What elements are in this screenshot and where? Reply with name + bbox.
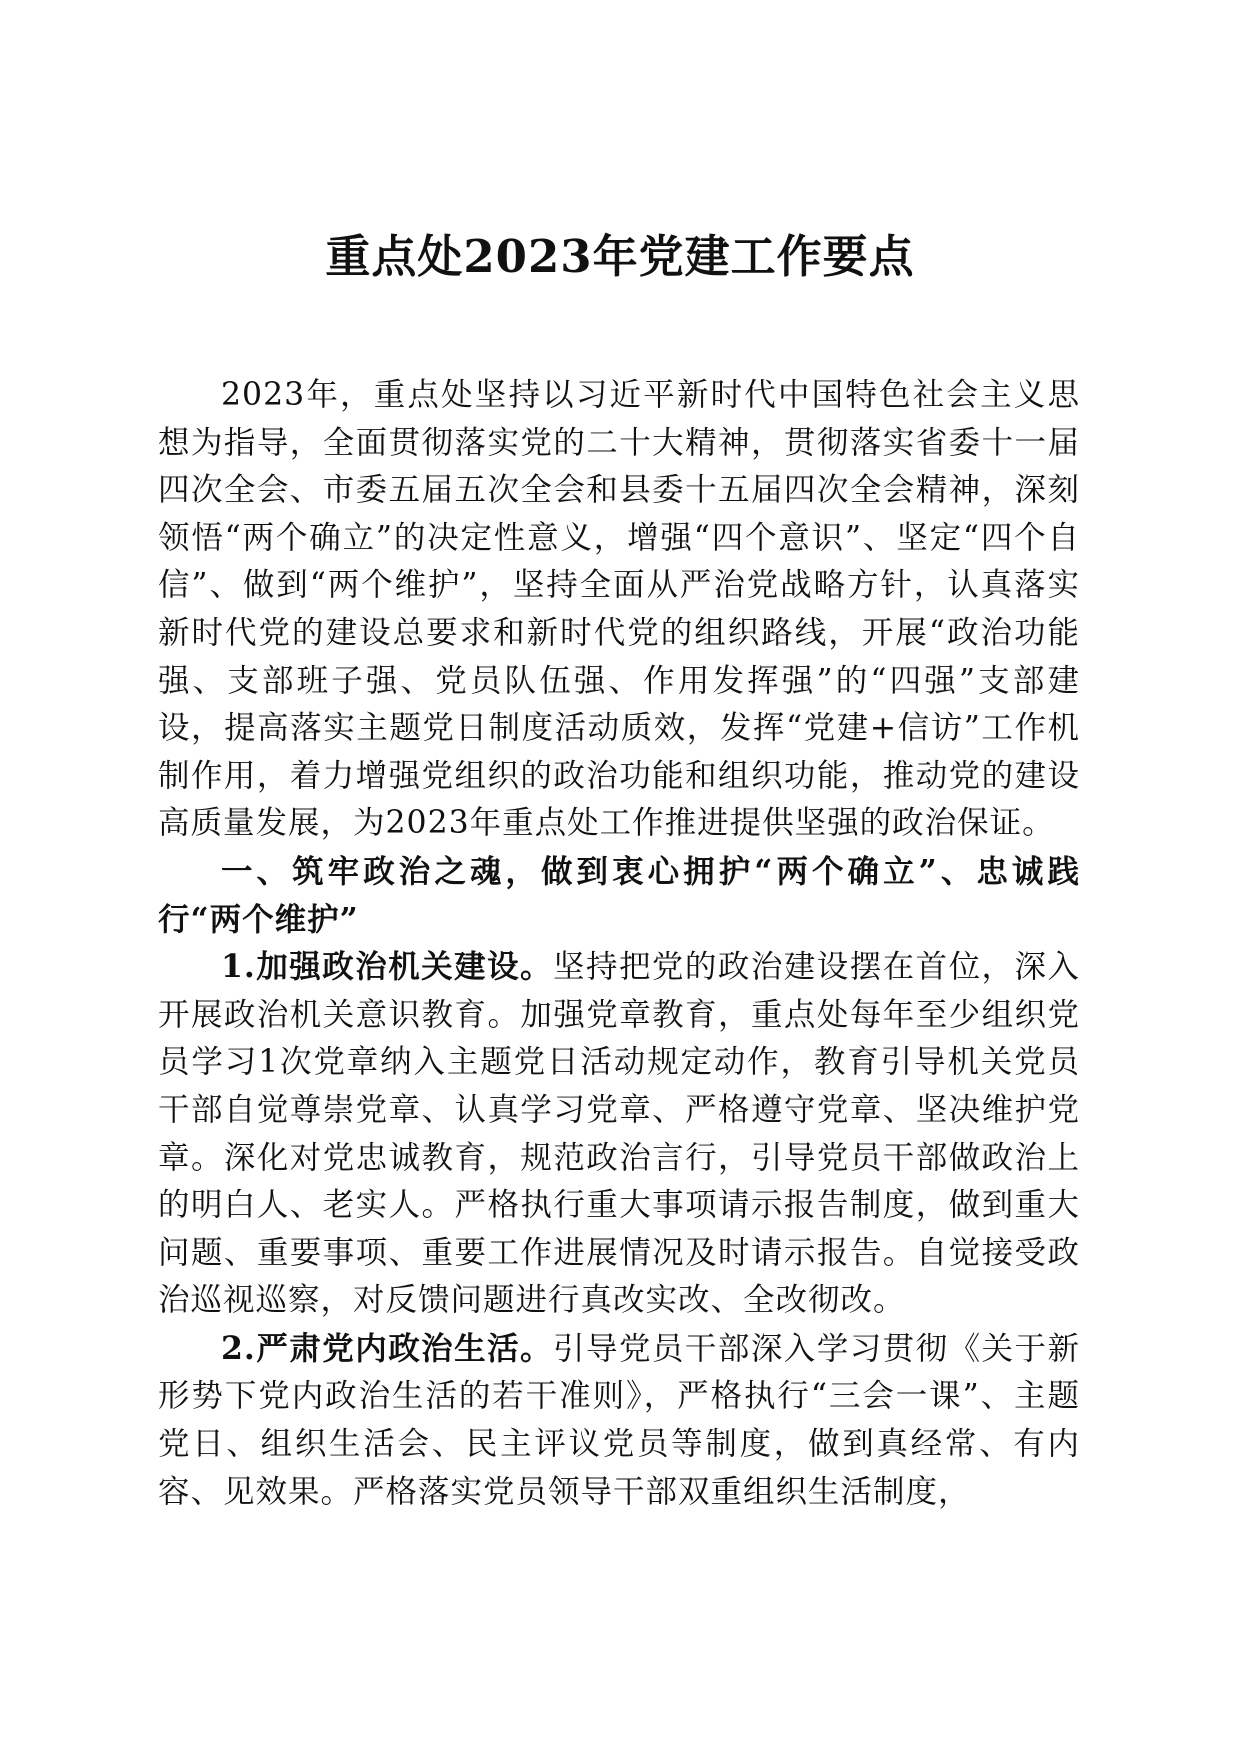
item-2-lead: 2.严肃党内政治生活。 (221, 1329, 554, 1367)
intro-paragraph: 2023年，重点处坚持以习近平新时代中国特色社会主义思想为指导，全面贯彻落实党的二十大精神，贯彻落实省委十一届四次全会、市委五届五次全会和县委十五届四次全会精神，深刻领悟“两个确立”的决定性意义，增强“四个意识”、坚定“四个自信”、做到“两个维护”，坚持全面从严治党战略方针，认真落实新时代党的建设总要求和新时代党的组织路线，开展“政治功能强、支部班子强、党员队伍强、作用发挥强”的“四强”支部建设，提高落实主题党日制度活动质效，发挥“党建+信访”工作机制作用，着力增强党组织的政治功能和组织功能，推动党的建设高质量发展，为2023年重点处工作推进提供坚强的政治保证。 (158, 377, 1080, 842)
section-1-heading: 一、筑牢政治之魂，做到衷心拥护“两个确立”、忠诚践行“两个维护” (158, 852, 1080, 938)
document-body (158, 372, 1080, 1516)
document-title: 重点处2023年党建工作要点 (325, 230, 915, 283)
item-1-paragraph (158, 943, 1080, 1325)
item-2-text: 引导党员干部深入学习贯彻《关于新形势下党内政治生活的若干准则》，严格执行“三会一课”、主题党日、组织生活会、民主评议党员等制度，做到真经常、有内容、见效果。严格落实党员领导干部双重组织生活制度， (158, 1330, 1080, 1510)
item-1-lead: 1.加强政治机关建设。 (221, 948, 554, 986)
item-2-paragraph (158, 1325, 1080, 1516)
item-1-text: 坚持把党的政治建设摆在首位，深入开展政治机关意识教育。加强党章教育，重点处每年至少组织党员学习1次党章纳入主题党日活动规定动作，教育引导机关党员干部自觉尊崇党章、认真学习党章、严格遵守党章、坚决维护党章。深化对党忠诚教育，规范政治言行，引导党员干部做政治上的明白人、老实人。严格执行重大事项请示报告制度，做到重大问题、重要事项、重要工作进展情况及时请示报告。自觉接受政治巡视巡察，对反馈问题进行真改实改、全改彻改。 (158, 949, 1080, 1319)
